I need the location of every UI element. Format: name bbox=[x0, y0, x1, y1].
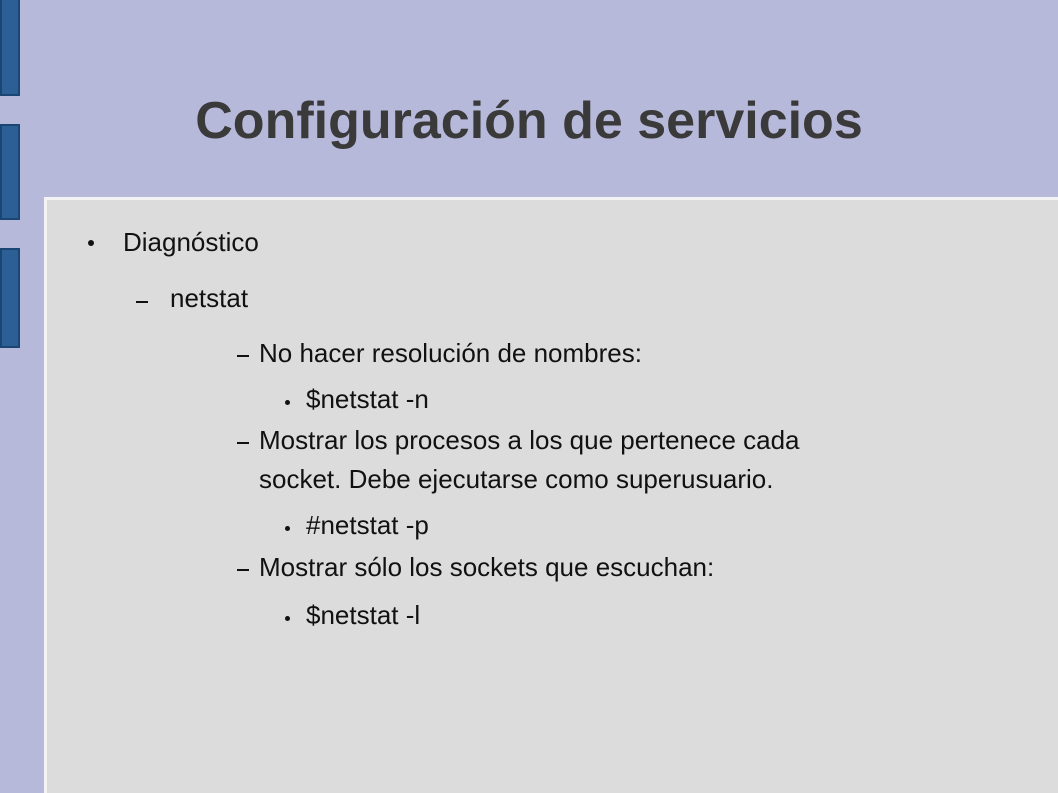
decorative-bar-bottom bbox=[0, 248, 20, 348]
dash-icon bbox=[237, 442, 249, 444]
slide-title: Configuración de servicios bbox=[195, 92, 863, 150]
command-netstat-n: $netstat -n bbox=[306, 384, 429, 414]
bullet-icon bbox=[285, 526, 290, 531]
command-netstat-p: #netstat -p bbox=[306, 510, 429, 540]
command-netstat-l: $netstat -l bbox=[306, 600, 421, 630]
bullet-icon bbox=[285, 616, 290, 621]
bullet-icon bbox=[88, 240, 94, 246]
sub-item-processes-line2: socket. Debe ejecutarse como superusuario. bbox=[259, 464, 774, 494]
bullet-diagnostico: Diagnóstico bbox=[123, 227, 259, 257]
dash-icon bbox=[136, 301, 148, 303]
sub-item-no-resolution: No hacer resolución de nombres: bbox=[259, 338, 642, 368]
bullet-icon bbox=[285, 400, 290, 405]
dash-icon bbox=[237, 569, 249, 571]
decorative-bar-top bbox=[0, 0, 20, 96]
dash-icon bbox=[237, 355, 249, 357]
bullet-netstat: netstat bbox=[170, 283, 249, 313]
sub-item-processes-line1: Mostrar los procesos a los que pertenece cada bbox=[259, 425, 800, 455]
sub-item-listening-sockets: Mostrar sólo los sockets que escuchan: bbox=[259, 552, 715, 582]
